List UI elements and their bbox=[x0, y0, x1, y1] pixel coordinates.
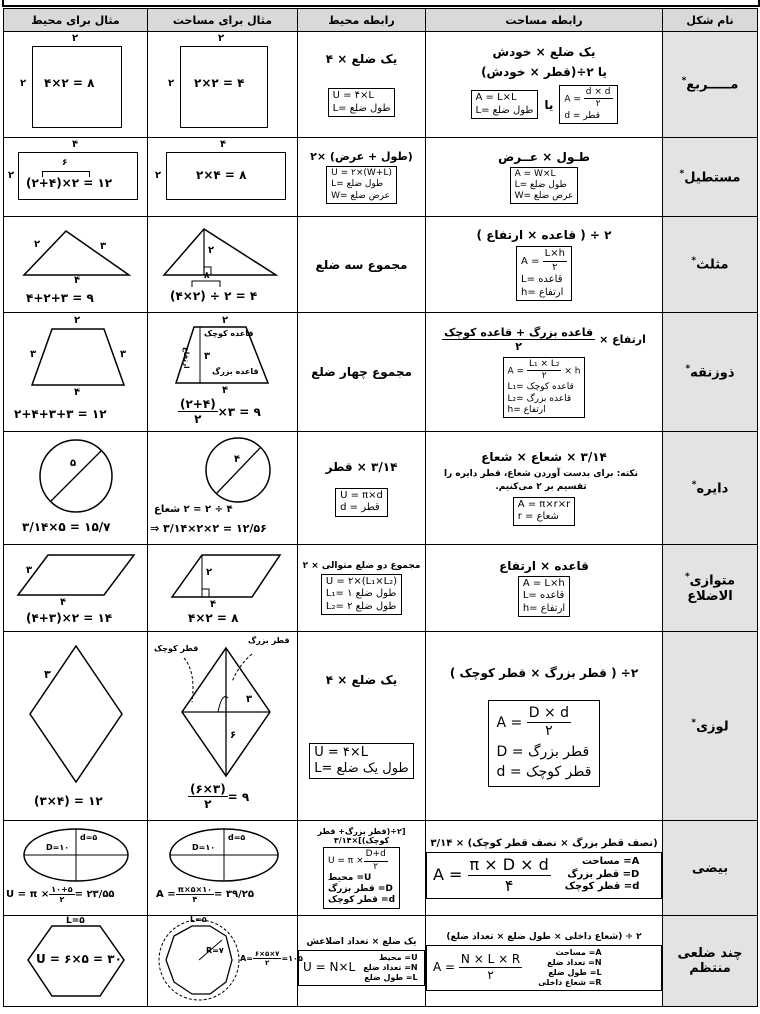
formula-line: U = π×d bbox=[340, 489, 383, 501]
example-equation: ۴+۲+۳ = ۹ bbox=[26, 291, 94, 305]
fraction-denominator: ۴ bbox=[192, 895, 198, 904]
equation-tail: = ۳۹/۲۵ bbox=[214, 889, 254, 900]
shape-name: مستطیل bbox=[684, 170, 741, 186]
area-formula-box bbox=[513, 497, 576, 526]
ellipse-area bbox=[426, 821, 663, 916]
triangle-area-example bbox=[148, 217, 298, 313]
fraction-numerator: d × d bbox=[584, 87, 613, 99]
square-perimeter bbox=[298, 32, 426, 138]
perimeter-text: یک ضلع × ۴ bbox=[325, 52, 398, 66]
formula-line: A= مساحت bbox=[581, 856, 640, 868]
shape-name: ذوزنقه bbox=[690, 365, 735, 381]
fraction-denominator: ۲ bbox=[552, 261, 558, 273]
formula-line: N= تعداد ضلع bbox=[547, 957, 602, 967]
formula-lhs: A= bbox=[240, 954, 253, 963]
formula-lhs: U = π × bbox=[327, 855, 364, 866]
area-formula-box bbox=[426, 852, 662, 899]
formula-line: L= طول ضلع bbox=[332, 102, 391, 114]
fraction-denominator: ۲ bbox=[373, 861, 379, 872]
formula-line: L= طول یک ضلع bbox=[314, 761, 409, 776]
formula-table bbox=[3, 8, 758, 1007]
D-value-label: ۶ bbox=[230, 730, 237, 741]
parallelogram-shape bbox=[18, 555, 134, 595]
parallelogram-perimeter bbox=[298, 545, 426, 632]
perimeter-text: مجموع چهار ضلع bbox=[311, 365, 412, 379]
row-trapezoid bbox=[4, 313, 758, 432]
small-base-label: قاعده کوچک bbox=[204, 329, 254, 338]
shape-name: مـــــربع bbox=[686, 77, 739, 93]
product-label: ۸ bbox=[204, 271, 210, 281]
formula-line: D= قطر بزرگ bbox=[567, 868, 640, 880]
fraction-denominator: ۲ bbox=[59, 895, 65, 904]
perimeter-text: (طول + عرض) ×۲ bbox=[310, 150, 413, 164]
formula-lhs: A = bbox=[507, 366, 525, 377]
top-label: ۲ bbox=[74, 315, 81, 326]
perimeter-text: [۲÷(قطر بزرگ+ قطر کوچک)]×۳/۱۴ bbox=[317, 827, 406, 846]
area-formula-box bbox=[518, 576, 570, 618]
row-square bbox=[4, 32, 758, 138]
note-line: نکته: برای بدست آوردن شعاع، قطر دایره را bbox=[443, 469, 639, 480]
side-label: L=۵ bbox=[190, 915, 207, 924]
pointer-arrow-big bbox=[232, 654, 252, 682]
formula-line: d = قطر bbox=[564, 110, 600, 121]
shape-name-ellipse bbox=[663, 821, 758, 916]
rhombus-diagram bbox=[4, 632, 148, 820]
rhombus-perimeter bbox=[298, 632, 426, 821]
header-area-example: مثال برای مساحت bbox=[148, 9, 298, 32]
shape-name: بیضی bbox=[691, 860, 729, 876]
trapezoid-shape bbox=[32, 329, 127, 385]
side-c-label: ۴ bbox=[74, 275, 81, 286]
example-equation bbox=[156, 885, 254, 904]
fraction-numerator: π×۵×۱۰ bbox=[177, 885, 212, 894]
rhombus-shape bbox=[30, 646, 122, 782]
formula-line: N= تعداد ضلع bbox=[363, 962, 418, 972]
rect-perim-example bbox=[4, 138, 148, 217]
side-label: L=۵ bbox=[66, 916, 85, 926]
trapezoid-perim-example bbox=[4, 313, 148, 432]
circle-shape bbox=[206, 438, 270, 502]
example-equation: (۴×۲) ÷ ۲ = ۴ bbox=[170, 289, 258, 303]
bracket bbox=[192, 281, 220, 287]
side-a-label: ۲ bbox=[34, 239, 41, 250]
area-formula-box bbox=[510, 167, 579, 205]
area-text: ۲ ÷ (شعاع داخلی × طول ضلع × تعداد ضلع) bbox=[446, 931, 642, 942]
star-mark: * bbox=[685, 363, 691, 374]
big-base-label: قاعده بزرگ bbox=[212, 367, 259, 376]
shape-name-line-2: الاضلاع bbox=[687, 588, 733, 604]
side-b-label: ۴ bbox=[60, 597, 67, 608]
area-note bbox=[426, 468, 656, 492]
perimeter-text: ۳/۱۴ × قطر bbox=[325, 459, 398, 474]
polygon-area-example bbox=[148, 915, 303, 1007]
formula-line: L= طول ضلع bbox=[364, 972, 418, 982]
star-mark: * bbox=[684, 572, 690, 583]
equation-tail: = ۹ bbox=[227, 789, 250, 804]
triangle-area bbox=[426, 217, 663, 313]
rhombus-perim-example bbox=[4, 632, 148, 821]
example-equation: (۲+۴)×۲ = ۱۲ bbox=[26, 176, 113, 190]
formula-line: A = L×L bbox=[475, 92, 517, 103]
fraction-denominator: ۲ bbox=[204, 797, 212, 811]
example-equation: ۳/۱۴×۵ = ۱۵/۷ bbox=[22, 520, 111, 534]
equation-tail: ×۳ = ۹ bbox=[217, 404, 261, 419]
rect-area-example bbox=[148, 138, 298, 217]
small-diagonal-label: قطر کوچک bbox=[154, 644, 199, 653]
formula-line: U = ۴×L bbox=[332, 90, 374, 101]
shape-name: لوزی bbox=[696, 719, 729, 735]
side-label: ۲ bbox=[218, 33, 225, 44]
area-text: (نصف قطر بزرگ × نصف قطر کوچک) × ۳/۱۴ bbox=[430, 837, 658, 849]
formula-line: U= محیط bbox=[379, 952, 418, 962]
fraction-numerator: (۶×۳) bbox=[190, 782, 226, 796]
triangle-perimeter bbox=[298, 217, 426, 313]
right-label: ۳ bbox=[120, 349, 127, 360]
d-label: d=۵ bbox=[228, 833, 246, 842]
example-equation: ۲×۲ = ۴ bbox=[194, 76, 245, 90]
top-strip bbox=[2, 0, 760, 7]
shape-name-square bbox=[663, 32, 758, 138]
row-triangle bbox=[4, 217, 758, 313]
formula-line: r = شعاع bbox=[517, 511, 559, 523]
polygon-perim-example bbox=[4, 916, 148, 1007]
area-text: طـول × عــرض bbox=[498, 149, 590, 164]
bottom-label: ۴ bbox=[74, 387, 81, 398]
fraction-numerator: (۲+۴) bbox=[180, 397, 216, 411]
formula-lhs: A = bbox=[521, 256, 540, 267]
formula-line: d= قطر کوچک bbox=[327, 895, 396, 906]
d-value-label: ۳ bbox=[246, 694, 253, 705]
shape-name: متوازی bbox=[689, 573, 736, 589]
side-b-label: ۳ bbox=[100, 241, 107, 252]
fraction-denominator: ۲ bbox=[265, 959, 270, 967]
example-equation: U = ۶×۵ = ۳۰ bbox=[36, 952, 122, 966]
or-label: یا bbox=[544, 97, 554, 112]
formula-line: L= قاعده bbox=[522, 590, 565, 602]
shape-name-trapezoid bbox=[663, 313, 758, 432]
formula-line: D= قطر بزرگ bbox=[327, 884, 393, 895]
formula-line: A = W×L bbox=[514, 168, 556, 179]
equation-tail: =۱۰۵ bbox=[281, 954, 303, 963]
rect-area bbox=[426, 138, 663, 217]
formula-lhs: A = bbox=[433, 865, 463, 884]
fraction-denominator: ۲ bbox=[545, 723, 553, 739]
shape-name: دایره bbox=[696, 481, 729, 497]
big-diagonal-label: قطر بزرگ bbox=[248, 636, 290, 645]
shape-name-rectangle bbox=[663, 138, 758, 217]
left-label: ۳ bbox=[30, 349, 37, 360]
circle-area-example bbox=[148, 432, 298, 545]
formula-line: L= طول ضلع bbox=[475, 104, 534, 116]
perimeter-formula-box bbox=[335, 488, 388, 517]
D-label: D=۱۰ bbox=[46, 843, 70, 852]
d-label: d=۵ bbox=[80, 833, 98, 842]
area-formula-box bbox=[503, 357, 586, 418]
sum-label: ۶ bbox=[62, 158, 68, 168]
circle-area bbox=[426, 432, 663, 545]
formula-line: A = π×r×r bbox=[517, 498, 571, 510]
shape-name-line-2: منتظم bbox=[689, 961, 731, 976]
shape-name-triangle bbox=[663, 217, 758, 313]
ellipse-perimeter bbox=[298, 821, 426, 916]
formula-line: h= ارتفاع bbox=[507, 404, 546, 415]
fraction-denominator: ۲ bbox=[515, 339, 522, 353]
formula-lhs: A = bbox=[156, 889, 176, 900]
fraction-numerator: π × D × d bbox=[469, 854, 549, 874]
example-line-2: ⇒ ۳/۱۴×۲×۲ = ۱۲/۵۶ bbox=[150, 522, 267, 535]
ellipse-area-example bbox=[148, 821, 298, 916]
trapezoid-area bbox=[426, 313, 663, 432]
formula-lhs: A = bbox=[433, 960, 456, 974]
rhombus-area bbox=[426, 632, 663, 821]
rect-perimeter bbox=[298, 138, 426, 217]
shape-name-circle bbox=[663, 432, 758, 545]
formula-line: d = قطر کوچک bbox=[496, 764, 592, 780]
right-angle-mark bbox=[202, 589, 209, 597]
area-text: قاعده × ارتفاع bbox=[499, 558, 589, 573]
side-label: ۳ bbox=[44, 668, 51, 681]
polygon-area bbox=[426, 916, 663, 1007]
header-perimeter: رابطه محیط bbox=[298, 9, 426, 32]
perimeter-formula-box bbox=[298, 950, 425, 986]
trapezoid-perimeter bbox=[298, 313, 426, 432]
shape-name: چند ضلعی bbox=[677, 946, 743, 961]
fraction-numerator: L×h bbox=[543, 248, 567, 262]
circle-perim-example bbox=[4, 432, 148, 545]
radius-label: R=۷ bbox=[206, 946, 224, 955]
shape-name-rhombus bbox=[663, 632, 758, 821]
area-text: ۲÷ ( قطر بزرگ × قطر کوچک ) bbox=[449, 665, 639, 680]
row-rectangle bbox=[4, 138, 758, 217]
width-label: ۴ bbox=[220, 139, 227, 150]
fraction-numerator: ۱۰+۵ bbox=[51, 885, 73, 894]
fraction-denominator: ۲ bbox=[595, 99, 601, 110]
multiplier-text: ارتفاع × bbox=[599, 332, 646, 346]
formula-line: A= مساحت bbox=[555, 947, 602, 957]
diameter-label: ۴ bbox=[234, 454, 241, 465]
example-equation bbox=[240, 950, 303, 967]
shape-name-parallelogram bbox=[663, 545, 758, 632]
area-formula-box bbox=[471, 90, 539, 119]
triangle-perim-example bbox=[4, 217, 148, 313]
parallelogram-area-example bbox=[148, 545, 298, 632]
fraction-numerator: قاعده بزرگ + قاعده کوچک bbox=[444, 325, 594, 339]
perimeter-formula-box bbox=[321, 574, 402, 616]
fraction-denominator: ۲ bbox=[541, 371, 547, 382]
star-mark: * bbox=[691, 256, 697, 267]
square-perim-example bbox=[4, 32, 148, 138]
formula-line: L= قاعده bbox=[521, 274, 563, 285]
fraction-numerator: N × L × R bbox=[460, 952, 521, 966]
perimeter-text: یک ضلع × ۴ bbox=[325, 672, 398, 687]
equation-tail: = ۲۳/۵۵ bbox=[74, 889, 115, 900]
square-area-example bbox=[148, 32, 298, 138]
row-ellipse bbox=[4, 821, 758, 916]
fraction-numerator: D+d bbox=[364, 849, 388, 861]
row-parallelogram bbox=[4, 545, 758, 632]
example-equation bbox=[6, 885, 115, 904]
triangle-shape bbox=[164, 229, 276, 275]
formula-line: U = N×L bbox=[303, 960, 356, 974]
example-equation: ۲×۴ = ۸ bbox=[196, 168, 247, 182]
note-line: تقسیم بر ۲ می‌کنیم. bbox=[495, 481, 587, 492]
header-area: رابطه مساحت bbox=[426, 9, 663, 32]
height-word-label: ارتفاع bbox=[182, 347, 190, 369]
shape-name: مثلث bbox=[696, 257, 729, 273]
area-formula-box bbox=[516, 246, 572, 301]
formula-lhs: A = bbox=[564, 94, 581, 105]
fraction-numerator: L₁ × L₂ bbox=[527, 359, 562, 371]
area-formula-box bbox=[426, 945, 662, 991]
height-label: ۳ bbox=[204, 351, 211, 362]
row-polygon bbox=[4, 916, 758, 1007]
row-rhombus bbox=[4, 632, 758, 821]
star-mark: * bbox=[691, 479, 697, 490]
formula-line: d= قطر کوچک bbox=[564, 881, 640, 893]
formula-line: L= طول ضلع bbox=[548, 967, 602, 977]
area-formula-box-alt bbox=[559, 85, 617, 124]
circle-perimeter bbox=[298, 432, 426, 545]
formula-tail: × h bbox=[564, 366, 581, 377]
side-label: ۲ bbox=[20, 78, 27, 89]
star-mark: * bbox=[691, 717, 697, 728]
formula-line: L= طول ضلع bbox=[514, 179, 567, 190]
example-equation: ۴×۲ = ۸ bbox=[44, 76, 95, 90]
fraction-numerator: ۶×۵×۷ bbox=[254, 950, 280, 958]
header-perim-example: مثال برای محیط bbox=[4, 9, 148, 32]
example-equation: ۴×۲ = ۸ bbox=[188, 611, 239, 625]
star-mark: * bbox=[681, 76, 687, 87]
formula-line: U= محیط bbox=[327, 872, 372, 883]
formula-line: W= عرض ضلع bbox=[514, 191, 574, 202]
fraction-denominator: ۲ bbox=[487, 968, 494, 982]
example-equation bbox=[178, 397, 261, 426]
area-text: ۲ ÷ ( قاعده × ارتفاع ) bbox=[476, 228, 612, 242]
width-label: ۴ bbox=[72, 139, 79, 150]
square-area bbox=[426, 32, 663, 138]
fraction-numerator: D × d bbox=[527, 705, 571, 724]
formula-line: h= ارتفاع bbox=[521, 286, 564, 298]
area-text: ۳/۱۴ × شعاع × شعاع bbox=[481, 450, 607, 465]
rhombus-area-example bbox=[148, 632, 298, 821]
formula-line: U = ۴×L bbox=[314, 744, 368, 760]
shape-name-polygon bbox=[663, 916, 758, 1007]
perimeter-formula-box bbox=[326, 166, 397, 204]
parallelogram-shape bbox=[172, 555, 280, 597]
polygon-perimeter bbox=[298, 916, 426, 1007]
side-label: ۲ bbox=[168, 78, 175, 89]
formula-line: L₁= قاعده کوچک bbox=[507, 382, 574, 393]
header-shape-name: نام شکل bbox=[663, 9, 758, 32]
formula-lhs: U = π × bbox=[6, 889, 50, 900]
perimeter-text: مجموع سه ضلع bbox=[315, 257, 408, 272]
base-label: ۴ bbox=[210, 599, 217, 610]
perimeter-formula-box bbox=[328, 88, 396, 117]
example-equation: ۲+۴+۳+۳ = ۱۲ bbox=[14, 407, 107, 421]
side-a-label: ۳ bbox=[26, 565, 33, 576]
parallelogram-perim-example bbox=[4, 545, 148, 632]
area-text: یک ضلع × خودش bbox=[492, 45, 596, 60]
height-label: ۲ bbox=[155, 170, 162, 181]
fraction-denominator: ۲ bbox=[194, 412, 202, 426]
D-label: D=۱۰ bbox=[192, 843, 216, 852]
formula-line: L₁= طول ضلع ۱ bbox=[325, 588, 397, 600]
example-line-1: ۴ ÷ ۲ = ۲ شعاع bbox=[154, 504, 233, 515]
example-equation: (۴+۳)×۲ = ۱۴ bbox=[26, 611, 113, 625]
bottom-label: ۴ bbox=[222, 385, 229, 396]
header-row bbox=[4, 9, 758, 32]
formula-line: L₂= قاعده بزرگ bbox=[507, 393, 572, 404]
formula-line: A = L×h bbox=[522, 577, 565, 589]
formula-line: D = قطر بزرگ bbox=[496, 743, 590, 760]
parallelogram-area bbox=[426, 545, 663, 632]
side-label: ۲ bbox=[72, 33, 79, 44]
perimeter-text: مجموع دو ضلع متوالی × ۲ bbox=[302, 560, 421, 571]
perimeter-formula-box bbox=[323, 847, 400, 908]
formula-line: L₂= طول ضلع ۲ bbox=[325, 600, 397, 612]
example-equation: (۳×۴) = ۱۲ bbox=[34, 794, 103, 808]
formula-line: R= شعاع داخلی bbox=[538, 977, 602, 987]
area-formula-box bbox=[488, 700, 601, 787]
triangle-shape bbox=[24, 231, 129, 275]
formula-line: U = ۲×(L₁×L₂) bbox=[325, 575, 398, 587]
pointer-arrow-small bbox=[184, 658, 193, 702]
height-label: ۲ bbox=[8, 170, 15, 181]
formula-line: W= عرض ضلع bbox=[331, 190, 390, 201]
fraction-denominator: ۴ bbox=[504, 875, 514, 895]
row-circle bbox=[4, 432, 758, 545]
star-mark: * bbox=[679, 168, 685, 179]
height-label: ۲ bbox=[208, 245, 215, 256]
example-equation bbox=[188, 782, 249, 811]
trapezoid-area-example bbox=[148, 313, 298, 432]
diameter-label: ۵ bbox=[70, 458, 77, 469]
formula-lhs: A = bbox=[496, 714, 523, 731]
perimeter-formula-box bbox=[309, 743, 414, 780]
formula-line: d = قطر bbox=[340, 502, 380, 513]
perimeter-text: یک ضلع × تعداد اضلاعش bbox=[306, 936, 417, 947]
height-label: ۲ bbox=[206, 567, 213, 578]
formula-line: U = ۲×(W+L) bbox=[331, 168, 392, 179]
formula-line: h= ارتفاع bbox=[522, 602, 566, 614]
area-text-alt: یا ۲÷(قطر × خودش) bbox=[481, 65, 607, 80]
formula-line: L= طول ضلع bbox=[331, 179, 384, 190]
top-label: ۲ bbox=[222, 315, 229, 326]
ellipse-perim-example bbox=[4, 821, 148, 916]
